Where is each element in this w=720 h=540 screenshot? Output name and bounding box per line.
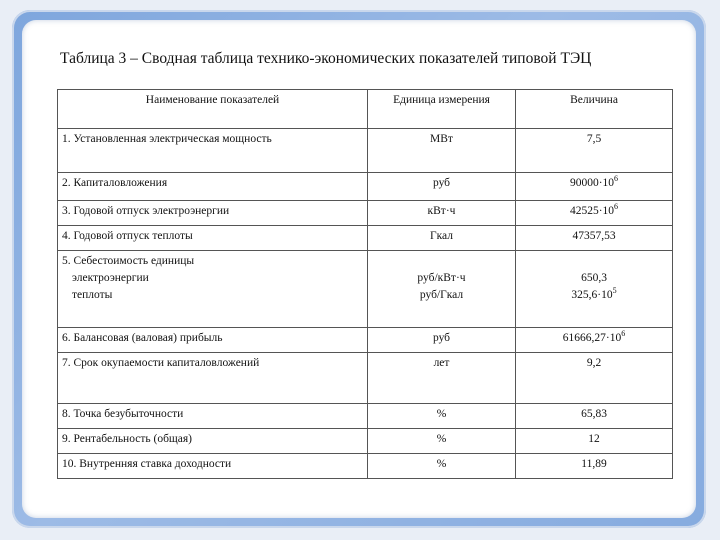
value-base: 325,6·10 xyxy=(571,289,613,301)
row-name-main: 5. Себестоимость единицы xyxy=(62,255,195,267)
row-name: 10. Внутренняя ставка доходности xyxy=(58,454,368,479)
row-value xyxy=(516,173,673,201)
value-exponent: 5 xyxy=(612,286,617,296)
table-row xyxy=(58,173,673,201)
row-name xyxy=(58,251,368,328)
row-name: 8. Точка безубыточности xyxy=(58,404,368,429)
table-title: Таблица 3 – Сводная таблица технико-экономических показателей типовой ТЭЦ xyxy=(60,50,592,67)
row-value: 11,89 xyxy=(516,454,673,479)
row-unit: руб xyxy=(368,173,516,201)
row-value: 9,2 xyxy=(516,353,673,404)
row-name: 4. Годовой отпуск теплоты xyxy=(58,226,368,251)
value-base: 90000·10 xyxy=(569,177,615,189)
table-row xyxy=(58,404,673,429)
row-name-sub: электроэнергии xyxy=(72,272,149,284)
row-name-sub: теплоты xyxy=(72,289,113,301)
table-row xyxy=(58,454,673,479)
unit-line: руб/Гкал xyxy=(419,289,464,301)
row-name: 6. Балансовая (валовая) прибыль xyxy=(58,328,368,353)
row-value: 65,83 xyxy=(516,404,673,429)
row-unit: руб xyxy=(368,328,516,353)
row-unit: МВт xyxy=(368,129,516,173)
row-unit: кВт·ч xyxy=(368,201,516,226)
indicators-table xyxy=(57,89,673,479)
value-exponent: 6 xyxy=(614,202,619,212)
table-header-row xyxy=(58,90,673,129)
row-unit: Гкал xyxy=(368,226,516,251)
row-name: 1. Установленная электрическая мощность xyxy=(58,129,368,173)
row-name: 2. Капиталовложения xyxy=(58,173,368,201)
value-exponent: 6 xyxy=(614,174,619,184)
header-value: Величина xyxy=(516,90,673,129)
value-line xyxy=(520,287,668,304)
table-row xyxy=(58,429,673,454)
header-unit: Единица измерения xyxy=(368,90,516,129)
unit-line: руб/кВт·ч xyxy=(417,272,466,284)
row-unit: лет xyxy=(368,353,516,404)
row-value xyxy=(516,201,673,226)
row-name: 3. Годовой отпуск электроэнергии xyxy=(58,201,368,226)
table-row xyxy=(58,328,673,353)
value-exponent: 6 xyxy=(621,329,626,339)
row-unit: % xyxy=(368,454,516,479)
table-row xyxy=(58,353,673,404)
value-line: 650,3 xyxy=(581,272,607,284)
value-base: 61666,27·10 xyxy=(562,332,622,344)
row-unit: % xyxy=(368,429,516,454)
value-base: 42525·10 xyxy=(569,205,615,217)
row-unit: % xyxy=(368,404,516,429)
row-unit xyxy=(368,251,516,328)
row-value xyxy=(516,251,673,328)
row-name: 7. Срок окупаемости капиталовложений xyxy=(58,353,368,404)
row-value: 12 xyxy=(516,429,673,454)
table-row xyxy=(58,129,673,173)
row-value xyxy=(516,328,673,353)
table-row xyxy=(58,201,673,226)
row-value: 47357,53 xyxy=(516,226,673,251)
row-value: 7,5 xyxy=(516,129,673,173)
header-name: Наименование показателей xyxy=(58,90,368,129)
table-row xyxy=(58,251,673,328)
row-name: 9. Рентабельность (общая) xyxy=(58,429,368,454)
table-row xyxy=(58,226,673,251)
